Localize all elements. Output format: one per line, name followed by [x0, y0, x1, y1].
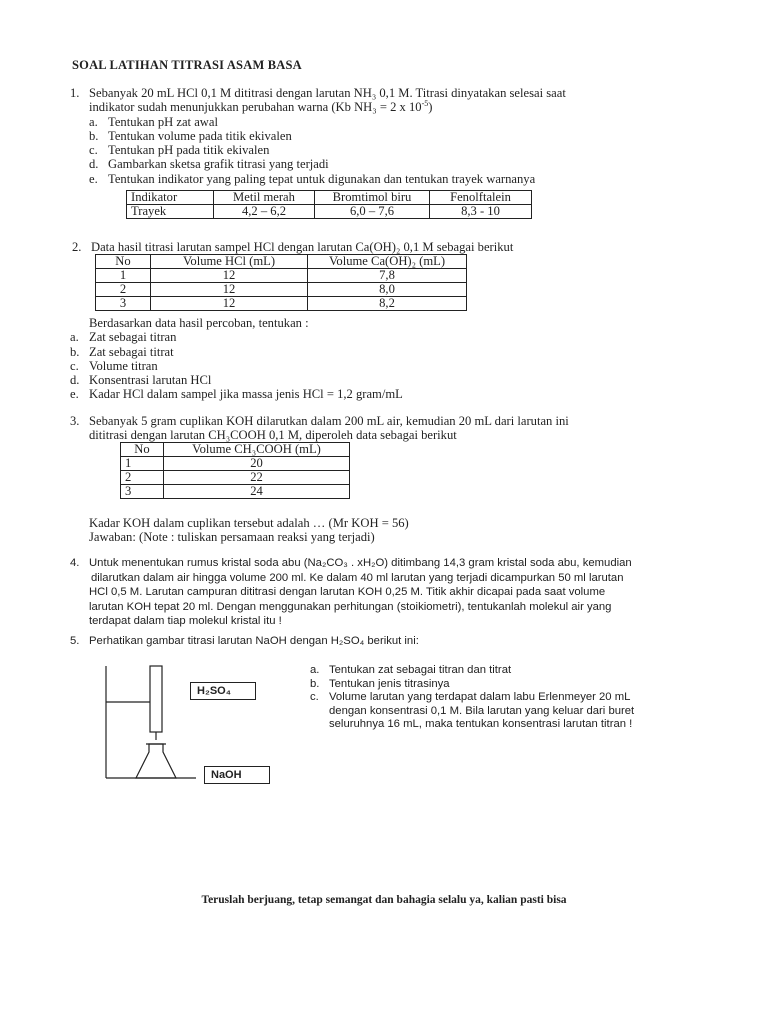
question-number: 3. [70, 414, 80, 428]
burette-label: H₂SO₄ [190, 682, 256, 700]
question-text: Jawaban: (Note : tuliskan persamaan reaksi yang terjadi) [89, 530, 375, 545]
question-number: 5. [70, 635, 80, 647]
indicator-table [126, 190, 532, 219]
question-text: Data hasil titrasi larutan sampel HCl dengan larutan Ca(OH)₂ 0,1 M sebagai berikut [91, 240, 514, 254]
question-number: 1. [70, 86, 80, 100]
question-text: Perhatikan gambar titrasi larutan NaOH dengan H₂SO₄ berikut ini: [89, 635, 419, 647]
list-item: dengan konsentrasi 0,1 M. Bila larutan yang keluar dari buret [329, 704, 635, 717]
erlenmeyer-flask-icon [136, 744, 176, 778]
list-item: a. Tentukan pH zat awal [89, 114, 218, 129]
page-title: SOAL LATIHAN TITRASI ASAM BASA [72, 58, 302, 72]
table-row: Trayek 4,2 – 6,2 6,0 – 7,6 8,3 - 10 [127, 205, 532, 219]
sub-question-list [70, 330, 690, 401]
question-number: 2. [72, 240, 82, 254]
sub-question-list [89, 115, 690, 186]
hcl-titration-table [95, 254, 467, 311]
list-item: e. Tentukan indikator yang paling tepat untuk digunakan dan tentukan trayek warnanya [89, 171, 536, 186]
question-3 [70, 414, 690, 443]
table-row: 1 12 7,8 [96, 269, 467, 283]
list-item: c. Volume larutan yang terdapat dalam labu Erlenmeyer 20 mL [310, 691, 631, 704]
question-text: Sebanyak 5 gram cuplikan KOH dilarutkan dalam 200 mL air, kemudian 20 mL dari larutan ini [89, 414, 569, 428]
question-text: terdapat dalam tiap molekul kristal itu ! [89, 615, 282, 628]
list-item: seluruhnya 16 mL, maka tentukan konsentrasi larutan titran ! [329, 718, 633, 731]
table-row: 2 12 8,0 [96, 283, 467, 297]
question-text: HCl 0,5 M. Larutan campuran dititrasi dengan larutan KOH 0,25 M. Titik akhir dicapai pada saat volume [89, 586, 606, 599]
list-item: d. Gambarkan sketsa grafik titrasi yang terjadi [89, 157, 329, 172]
list-item: b. Tentukan jenis titrasinya [310, 677, 450, 690]
table-row: No Volume CH₃COOH (mL) [121, 443, 350, 457]
question-2-tasks [70, 316, 690, 402]
burette [150, 666, 162, 732]
table-row: 2 22 [121, 471, 350, 485]
list-item: b. Tentukan volume pada titik ekivalen [89, 128, 292, 143]
question-text: dilarutkan dalam air hingga volume 200 ml. Ke dalam 40 ml larutan yang terjadi dicampurkan 50 ml larutan [91, 571, 624, 584]
question-text: Berdasarkan data hasil percoban, tentukan : [89, 316, 309, 330]
table-row: 3 24 [121, 485, 350, 499]
koh-titration-table [120, 442, 350, 499]
list-item: c. Volume titran [70, 358, 158, 373]
question-1 [70, 86, 690, 186]
question-5-tasks [310, 664, 710, 732]
motivational-footer: Teruslah berjuang, tetap semangat dan bahagia selalu ya, kalian pasti bisa [201, 894, 567, 906]
list-item: b. Zat sebagai titrat [70, 344, 174, 359]
question-4 [70, 556, 710, 629]
table-row: 1 20 [121, 457, 350, 471]
list-item: a. Tentukan zat sebagai titran dan titrat [310, 664, 512, 676]
table-row: 3 12 8,2 [96, 297, 467, 311]
list-item: c. Tentukan pH pada titik ekivalen [89, 143, 270, 158]
question-number: 4. [70, 557, 80, 569]
question-text: dititrasi dengan larutan CH₃COOH 0,1 M, diperoleh data sebagai berikut [89, 428, 457, 443]
flask-label: NaOH [204, 766, 270, 784]
question-text: Untuk menentukan rumus kristal soda abu (Na₂CO₃ . xH₂O) ditimbang 14,3 gram kristal soda abu, kemudian [89, 557, 632, 569]
question-text: Kadar KOH dalam cuplikan tersebut adalah … (Mr KOH = 56) [89, 516, 409, 530]
question-5 [70, 634, 690, 648]
question-text: Sebanyak 20 mL HCl 0,1 M dititrasi dengan larutan NH₃ 0,1 M. Titrasi dinyatakan selesai saat [89, 86, 566, 100]
sub-question-list [310, 664, 710, 732]
question-3-answer [70, 516, 690, 545]
question-text: indikator sudah menunjukkan perubahan warna (Kb NH₃ = 2 x $10^{-5}$) [89, 99, 433, 115]
question-text: larutan KOH tepat 20 ml. Dengan menggunakan perhitungan (stoikiometri), tentukanlah molekul air yang [89, 600, 612, 613]
table-row: Indikator Metil merah Bromtimol biru Fenolftalein [127, 191, 532, 205]
list-item: e. Kadar HCl dalam sampel jika massa jenis HCl = 1,2 gram/mL [70, 387, 403, 402]
list-item: a. Zat sebagai titran [70, 330, 177, 345]
list-item: d. Konsentrasi larutan HCl [70, 373, 212, 388]
table-row: No Volume HCl (mL) Volume Ca(OH)₂ (mL) [96, 255, 467, 269]
question-2 [72, 240, 692, 254]
